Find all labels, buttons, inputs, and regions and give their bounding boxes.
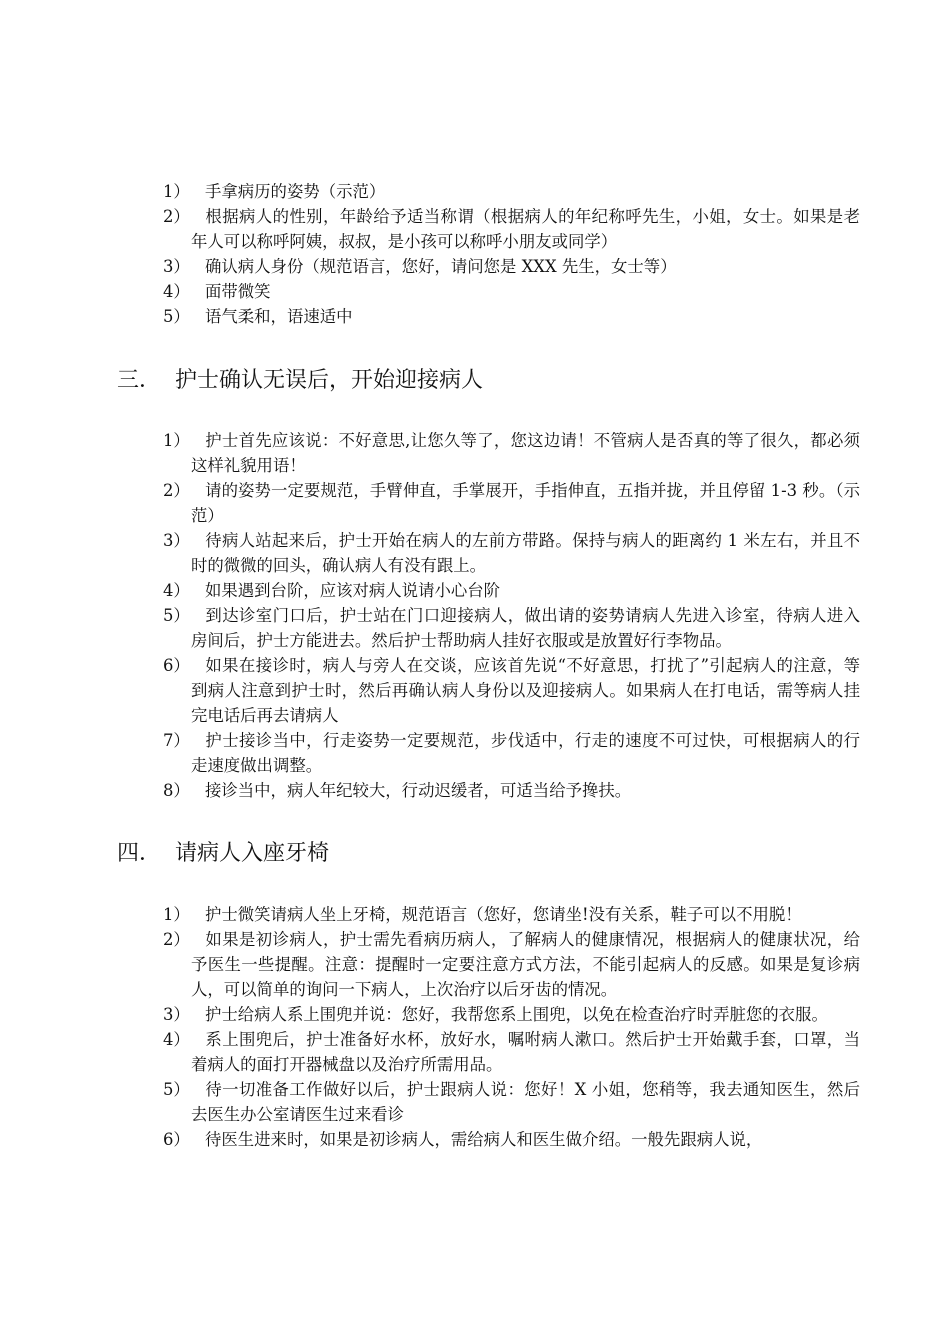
list-item-number: 2） — [163, 481, 190, 500]
list-item-body — [191, 279, 860, 304]
list-item-text: 手拿病历的姿势（示范） — [205, 182, 386, 201]
list-item — [0, 728, 950, 778]
list-item-number: 4） — [163, 581, 190, 600]
list-item-text: 确认病人身份（规范语言，您好，请问您是 XXX 先生，女士等） — [205, 257, 677, 276]
list-item-text: 待医生进来时，如果是初诊病人，需给病人和医生做介绍。一般先跟病人说， — [205, 1130, 763, 1149]
list-item — [0, 204, 950, 254]
list-item — [0, 254, 950, 279]
list-item-number: 2） — [163, 207, 190, 226]
list-item-text: 请的姿势一定要规范，手臂伸直，手掌展开，手指伸直，五指并拢，并且停留 1-3 秒。（示范） — [191, 481, 860, 525]
list-item-body — [191, 179, 860, 204]
list-item-number: 3） — [163, 257, 190, 276]
list-item-body — [191, 728, 860, 778]
list-item-body — [191, 204, 860, 254]
list-item-body — [191, 1027, 860, 1077]
list-item — [0, 279, 950, 304]
list-item-text: 语气柔和，语速适中 — [205, 307, 353, 326]
list-item-body — [191, 478, 860, 528]
list-item-body — [191, 653, 860, 728]
section-heading-3 — [117, 365, 483, 397]
list-item-body — [191, 927, 860, 1002]
procedure-list-intro — [0, 179, 950, 329]
list-item-body — [191, 1002, 860, 1027]
list-item-number: 5） — [163, 307, 190, 326]
list-item-text: 到达诊室门口后，护士站在门口迎接病人，做出请的姿势请病人先进入诊室，待病人进入房间后，护士方能进去。然后护士帮助病人挂好衣服或是放置好行李物品。 — [191, 606, 860, 650]
list-item — [0, 778, 950, 803]
list-item-number: 4） — [163, 282, 190, 301]
procedure-list-seat — [0, 902, 950, 1152]
list-item — [0, 653, 950, 728]
list-item-text: 系上围兜后，护士准备好水杯，放好水，嘱咐病人漱口。然后护士开始戴手套，口罩，当着病人的面打开器械盘以及治疗所需用品。 — [191, 1030, 860, 1074]
list-item-number: 4） — [163, 1030, 190, 1049]
list-item-number: 2） — [163, 930, 190, 949]
list-item — [0, 304, 950, 329]
list-item-body — [191, 902, 860, 927]
list-item-number: 7） — [163, 731, 190, 750]
list-item — [0, 578, 950, 603]
list-item — [0, 528, 950, 578]
list-item-text: 接诊当中，病人年纪较大，行动迟缓者，可适当给予搀扶。 — [205, 781, 632, 800]
list-item — [0, 927, 950, 1002]
list-item-body — [191, 528, 860, 578]
list-item-text: 如果遇到台阶，应该对病人说请小心台阶 — [205, 581, 501, 600]
list-item-text: 护士微笑请病人坐上牙椅，规范语言（您好，您请坐!没有关系，鞋子可以不用脱！ — [205, 905, 802, 924]
list-item — [0, 478, 950, 528]
section-title: 护士确认无误后，开始迎接病人 — [175, 368, 484, 393]
list-item-text: 如果是初诊病人，护士需先看病历病人，了解病人的健康情况，根据病人的健康状况，给予医生一些提醒。注意：提醒时一定要注意方式方法，不能引起病人的反感。如果是复诊病人，可以简单的询问一下病人，上次治疗以后牙齿的情况。 — [191, 930, 860, 999]
list-item-text: 护士给病人系上围兜并说：您好，我帮您系上围兜，以免在检查治疗时弄脏您的衣服。 — [205, 1005, 828, 1024]
list-item-number: 1） — [163, 182, 190, 201]
list-item — [0, 1002, 950, 1027]
section-heading-4 — [117, 838, 329, 870]
list-item-body — [191, 304, 860, 329]
list-item-text: 根据病人的性别，年龄给予适当称谓（根据病人的年纪称呼先生，小姐，女士。如果是老年人可以称呼阿姨，叔叔，是小孩可以称呼小朋友或同学） — [191, 207, 860, 251]
list-item-number: 6） — [163, 656, 190, 675]
section-number: 三． — [117, 368, 162, 393]
list-item-text: 护士接诊当中，行走姿势一定要规范，步伐适中，行走的速度不可过快，可根据病人的行走速度做出调整。 — [191, 731, 860, 775]
list-item-body — [191, 578, 860, 603]
list-item-number: 5） — [163, 1080, 190, 1099]
list-item-body — [191, 428, 860, 478]
list-item-body — [191, 1127, 860, 1152]
list-item-body — [191, 254, 860, 279]
section-title: 请病人入座牙椅 — [175, 841, 330, 866]
list-item-number: 8） — [163, 781, 190, 800]
section-number: 四． — [117, 841, 162, 866]
list-item-number: 5） — [163, 606, 190, 625]
list-item-text: 待一切准备工作做好以后，护士跟病人说：您好！X 小姐，您稍等，我去通知医生，然后去医生办公室请医生过来看诊 — [191, 1080, 860, 1124]
list-item-number: 1） — [163, 431, 190, 450]
procedure-list-greet — [0, 428, 950, 803]
list-item-body — [191, 778, 860, 803]
list-item — [0, 603, 950, 653]
list-item-text: 待病人站起来后，护士开始在病人的左前方带路。保持与病人的距离约 1 米左右，并且不时的微微的回头，确认病人有没有跟上。 — [191, 531, 860, 575]
list-item — [0, 902, 950, 927]
list-item-number: 1） — [163, 905, 190, 924]
list-item-text: 面带微笑 — [205, 282, 271, 301]
list-item-body — [191, 1077, 860, 1127]
list-item-number: 3） — [163, 1005, 190, 1024]
list-item-body — [191, 603, 860, 653]
list-item-text: 护士首先应该说：不好意思,让您久等了，您这边请！不管病人是否真的等了很久，都必须这样礼貌用语！ — [191, 431, 860, 475]
list-item-text: 如果在接诊时，病人与旁人在交谈，应该首先说“不好意思，打扰了”引起病人的注意，等到病人注意到护士时，然后再确认病人身份以及迎接病人。如果病人在打电话，需等病人挂完电话后再去请病人 — [191, 656, 860, 725]
list-item — [0, 179, 950, 204]
list-item — [0, 1077, 950, 1127]
list-item — [0, 428, 950, 478]
list-item — [0, 1027, 950, 1077]
list-item-number: 3） — [163, 531, 190, 550]
list-item — [0, 1127, 950, 1152]
list-item-number: 6） — [163, 1130, 190, 1149]
